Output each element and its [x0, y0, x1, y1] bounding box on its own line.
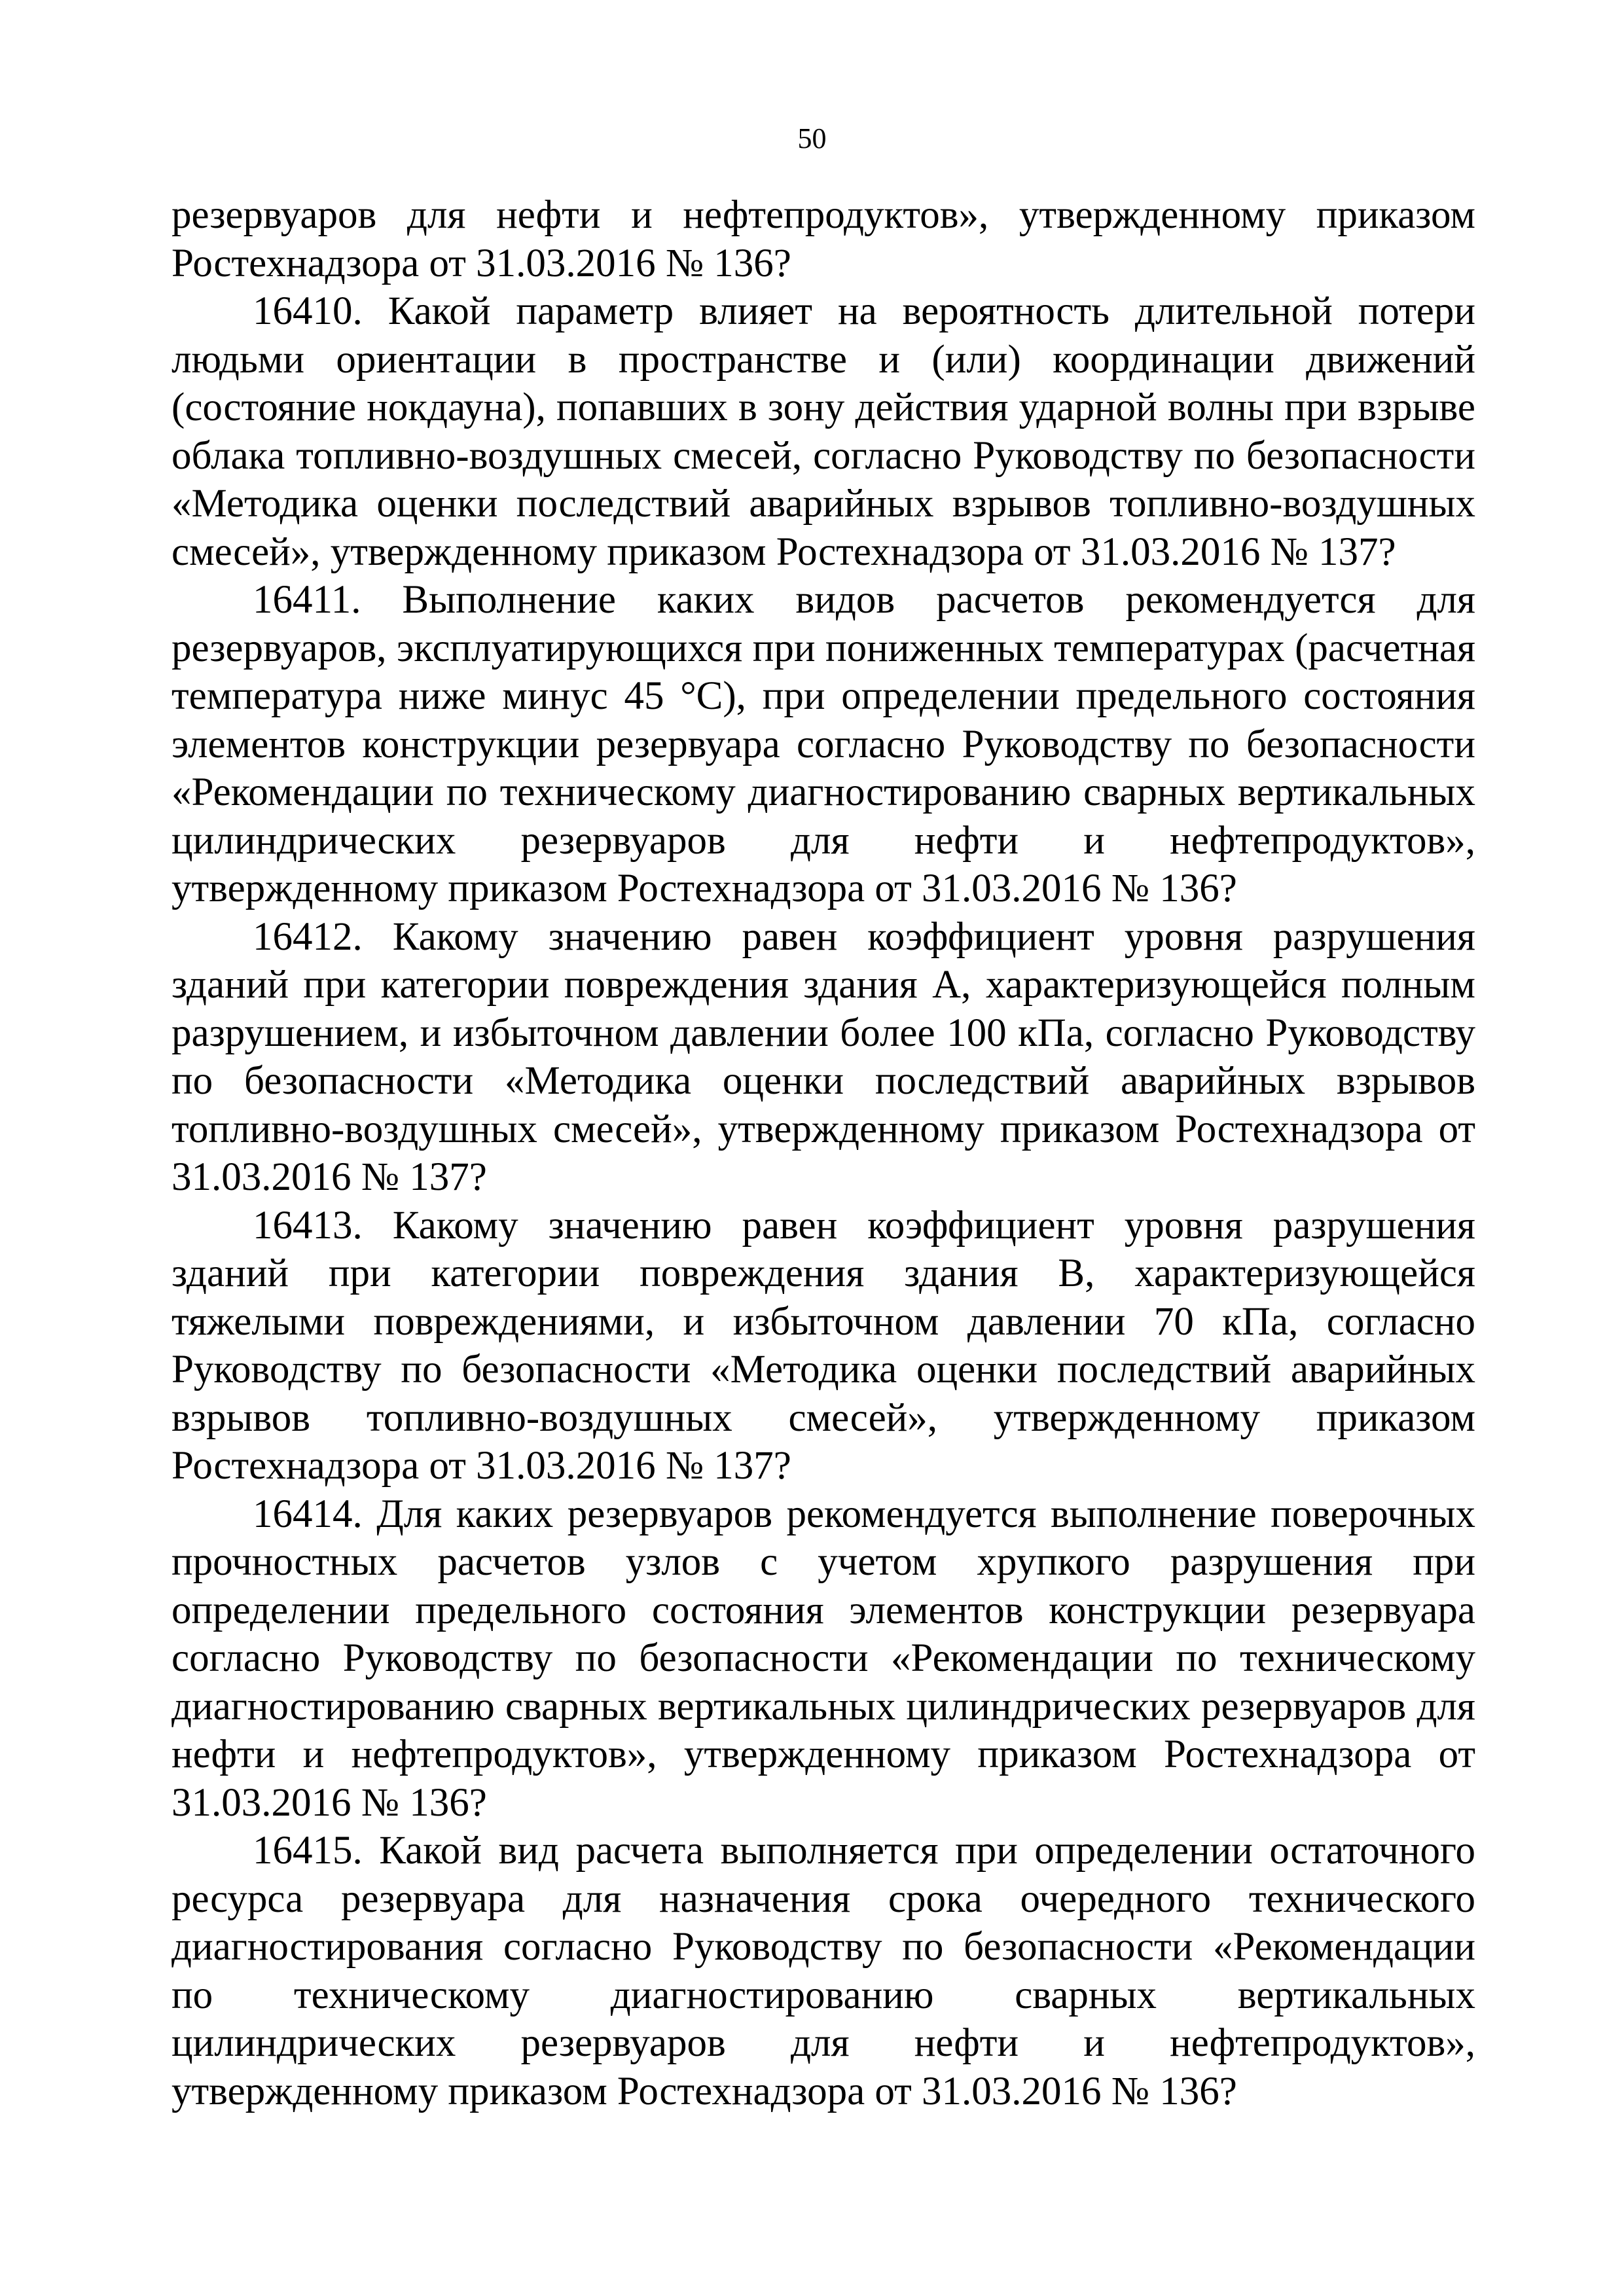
question-16415: 16415. Какой вид расчета выполняется при определении остаточного ресурса резервуара для назначения срока очередного технического диагностирования согласно Руководству по безопасности «Рекомендации по техническому диагностированию сварных вертикальных цилиндрических резервуаров для нефти и нефтепродуктов», утвержденному приказом Ростехнадзора от 31.03.2016 № 136? — [171, 1829, 1475, 2113]
question-16414: 16414. Для каких резервуаров рекомендуется выполнение поверочных прочностных расчетов узлов с учетом хрупкого разрушения при определении предельного состояния элементов конструкции резервуара согласно Руководству по безопасности «Рекомендации по техническому диагностированию сварных вертикальных цилиндрических резервуаров для нефти и нефтепродуктов», утвержденному приказом Ростехнадзора от 31.03.2016 № 136? — [171, 1492, 1475, 1825]
page-number: 50 — [797, 122, 827, 154]
question-16411: 16411. Выполнение каких видов расчетов рекомендуется для резервуаров, эксплуатирующихся при пониженных температурах (расчетная температура ниже минус 45 °С), при определении предельного состояния элементов конструкции резервуара согласно Руководству по безопасности «Рекомендации по техническому диагностированию сварных вертикальных цилиндрических резервуаров для нефти и нефтепродуктов», утвержденному приказом Ростехнадзора от 31.03.2016 № 136? — [171, 578, 1475, 910]
question-16413: 16413. Какому значению равен коэффициент уровня разрушения зданий при категории повреждения здания В, характеризующейся тяжелыми повреждениями, и избыточном давлении 70 кПа, согласно Руководству по безопасности «Методика оценки последствий аварийных взрывов топливно-воздушных смесей», утвержденному приказом Ростехнадзора от 31.03.2016 № 137? — [171, 1203, 1475, 1488]
paragraph-continuation: резервуаров для нефти и нефтепродуктов», утвержденному приказом Ростехнадзора от 31.03.2016 № 136? — [171, 193, 1475, 285]
question-16410: 16410. Какой параметр влияет на вероятность длительной потери людьми ориентации в пространстве и (или) координации движений (состояние нокдауна), попавших в зону действия ударной волны при взрыве облака топливно-воздушных смесей, согласно Руководству по безопасности «Методика оценки последствий аварийных взрывов топливно-воздушных смесей», утвержденному приказом Ростехнадзора от 31.03.2016 № 137? — [171, 289, 1475, 574]
question-16412: 16412. Какому значению равен коэффициент уровня разрушения зданий при категории повреждения здания А, характеризующейся полным разрушением, и избыточном давлении более 100 кПа, согласно Руководству по безопасности «Методика оценки последствий аварийных взрывов топливно-воздушных смесей», утвержденному приказом Ростехнадзора от 31.03.2016 № 137? — [171, 914, 1475, 1199]
document-body — [171, 191, 1475, 2115]
